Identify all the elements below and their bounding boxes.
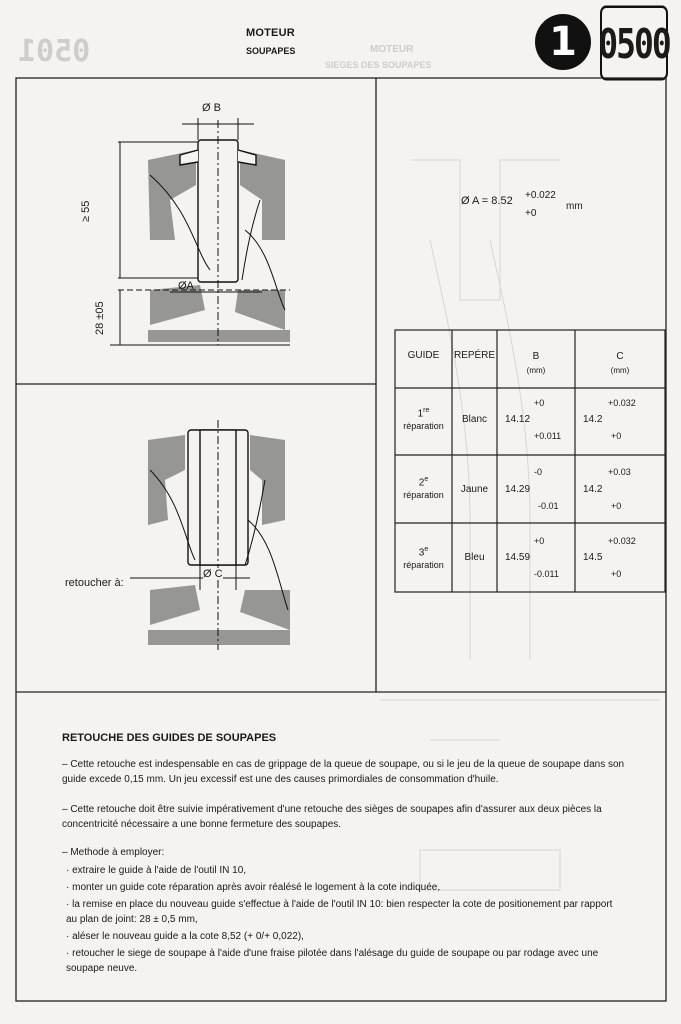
step-3: · la remise en place du nouveau guide s'effectue à l'aide de l'outil IN 10: bien respecter la cote de positionement par rapport au plan de joint: 28 ± 0,5 mm, [66, 899, 613, 925]
upper-section-drawing [110, 118, 290, 345]
step-1: · extraire le guide à l'aide de l'outil IN 10, [66, 865, 247, 876]
table-row-2-b-plus: -0 [534, 467, 543, 477]
table-row-1-c-plus: +0.032 [608, 398, 636, 408]
table-row-3-repere: Bleu [464, 552, 485, 563]
table-row-2-repere: Jaune [460, 484, 489, 495]
label-dim-55: ≥ 55 [80, 200, 92, 222]
formula-tol-minus: +0 [525, 208, 537, 219]
table-unit-b: (mm) [526, 366, 546, 375]
table-row-2-b-val: 14.29 [505, 484, 531, 495]
table-row-3-b-plus: +0 [534, 536, 545, 546]
formula-diam-a [461, 195, 513, 207]
table-row-1-b-val: 14.12 [505, 414, 531, 425]
step-5: · retoucher le siege de soupape à l'aide d'une fraise pilotée dans l'alésage du guide de soupape ou par rodage avec une soupape neuve. [66, 948, 599, 974]
label-retoucher: retoucher à: [65, 577, 124, 589]
table-row-2-c-plus: +0.03 [608, 467, 631, 477]
lower-section-drawing [130, 420, 290, 650]
table-row-1-c-minus: +0 [611, 431, 622, 441]
page-code: 0500 [600, 6, 668, 81]
section-title: RETOUCHE DES GUIDES DE SOUPAPES [62, 732, 277, 744]
table-row-3-b-minus: -0.011 [534, 569, 559, 579]
table-row-1-b-plus: +0 [534, 398, 545, 408]
header-title: MOTEUR [246, 27, 295, 39]
paragraph-3: – Methode à employer: [62, 847, 165, 858]
step-4: · aléser le nouveau guide a la cote 8,52 (+ 0/+ 0,022), [66, 931, 304, 942]
table-row-3-guide: 3e réparation [403, 546, 444, 571]
label-dim-28: 28 ±05 [94, 301, 106, 335]
label-diam-c: Ø C [203, 568, 223, 580]
table-row-3-c-plus: +0.032 [608, 536, 636, 546]
table-row-1-guide: 1re réparation [403, 407, 444, 432]
section-badge: 1 [535, 14, 591, 70]
label-diam-a: ØA [178, 280, 194, 292]
paragraph-1: – Cette retouche est indespensable en cas de grippage de la queue de soupape, ou si le jeu de la queue de soupape dans son guide excede 0,15 mm. Un jeu excessif est une des causes primordiales de consommation d'huile. [62, 759, 625, 785]
table-row-2-c-minus: +0 [611, 501, 622, 511]
table-header-guide: GUIDE [407, 350, 440, 361]
step-2: · monter un guide cote réparation après avoir réalésé le logement à la cote indiquée, [66, 882, 441, 893]
table-row-3-c-minus: +0 [611, 569, 622, 579]
formula-lhs: Ø A = 8.52 [461, 195, 513, 207]
table-row-2-guide: 2e réparation [403, 476, 444, 501]
show-through-header: MOTEUR [370, 44, 414, 55]
table-row-1-c-val: 14.2 [583, 414, 603, 425]
paragraph-2: – Cette retouche doit être suivie impérativement d'une retouche des sièges de soupapes afin d'assurer aux deux pièces la concentricité nécessaire a une bonne fermeture des soupapes. [62, 804, 602, 830]
table-row-3-b-val: 14.59 [505, 552, 531, 563]
table-row-2-b-minus: -0.01 [538, 501, 559, 511]
table-header-b: B [532, 351, 540, 362]
show-through-code: 0501 [18, 34, 91, 69]
table-row-1-repere: Blanc [461, 414, 487, 425]
header-subtitle: SOUPAPES [246, 46, 296, 56]
formula-unit: mm [566, 201, 583, 212]
table-row-2-c-val: 14.2 [583, 484, 603, 495]
formula-tol-plus: +0.022 [525, 190, 556, 201]
table-row-3-c-val: 14.5 [583, 552, 603, 563]
table-row-1-b-minus: +0.011 [534, 431, 562, 441]
label-diam-b: Ø B [202, 102, 221, 114]
table-header-repere: REPÉRE [453, 350, 496, 361]
table-header-c: C [616, 351, 624, 362]
show-through-sub: SIEGES DES SOUPAPES [325, 60, 432, 70]
table-unit-c: (mm) [610, 366, 630, 375]
